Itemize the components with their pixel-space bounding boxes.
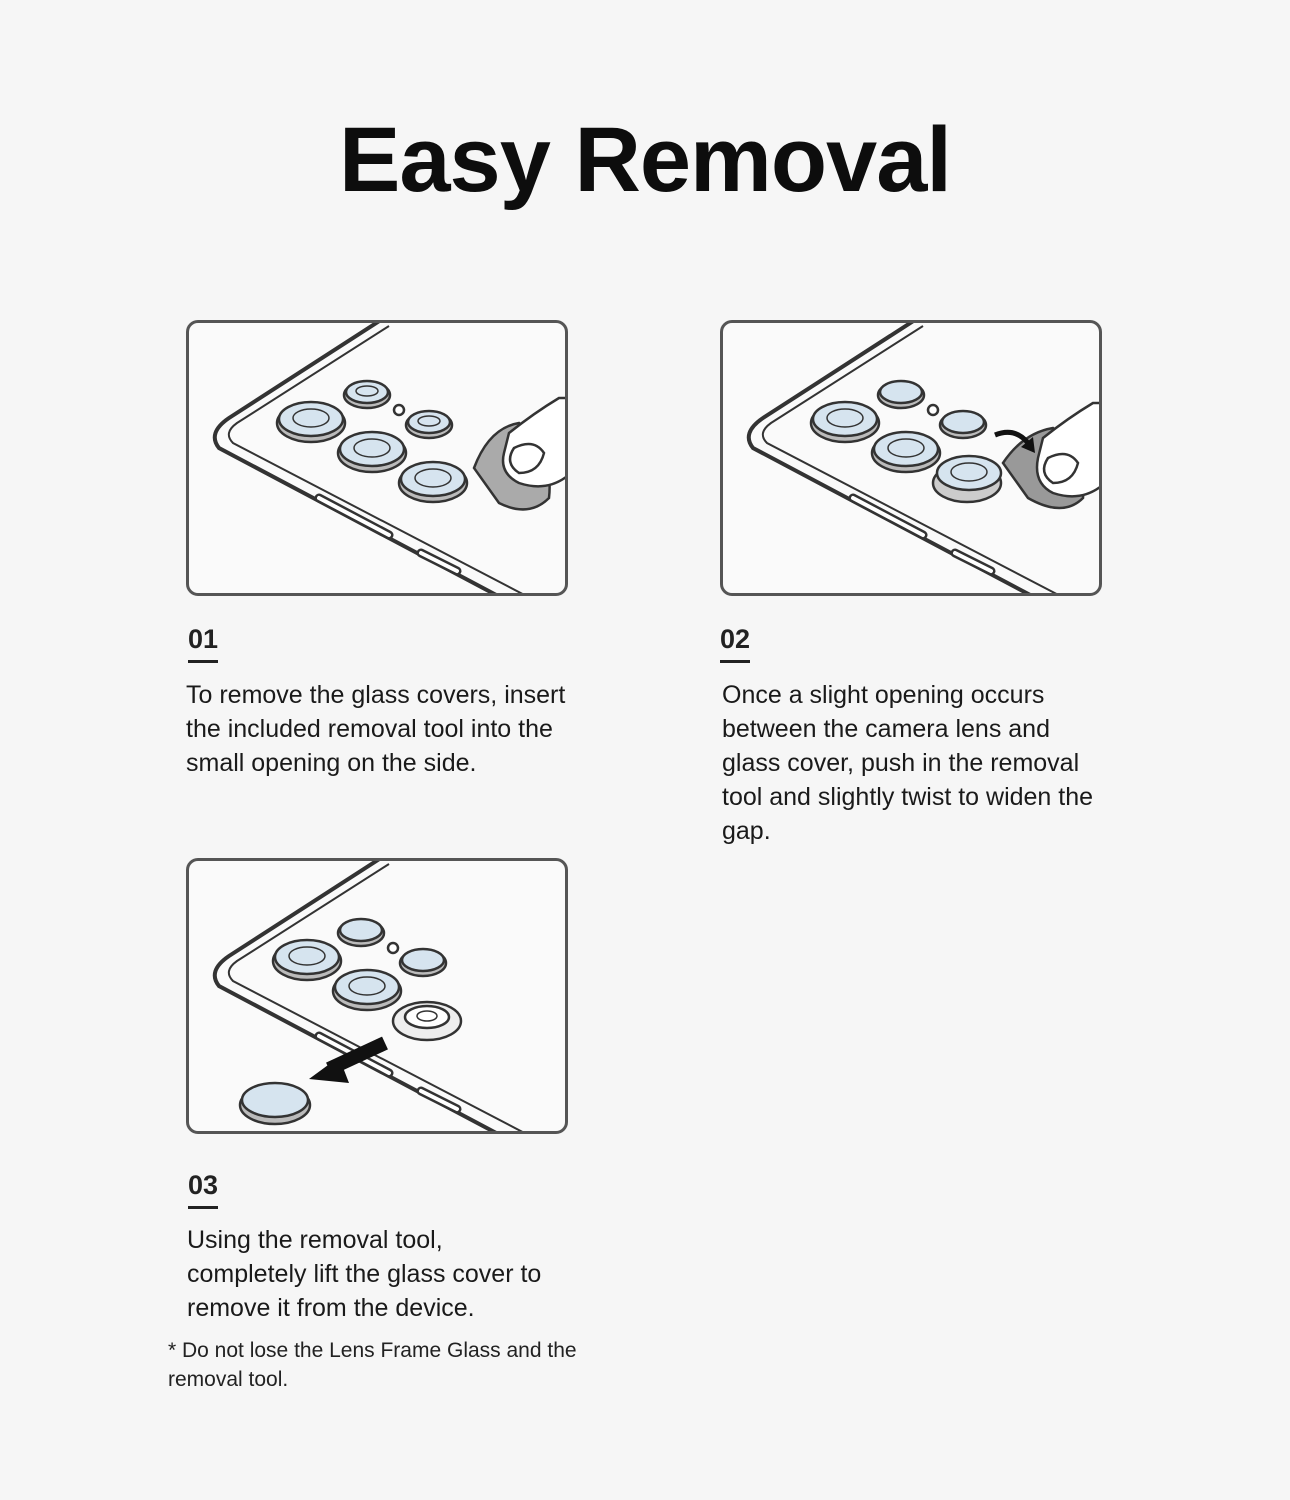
step-2-text: Once a slight opening occurs between the camera lens and glass cover, push in the removal tool and slightly twist to widen the gap.	[722, 681, 1094, 845]
step-3-text: Using the removal tool, completely lift the glass cover to remove it from the device.	[187, 1226, 542, 1322]
page-title: Easy Removal	[339, 109, 951, 211]
removal-tool-insert-icon	[189, 323, 568, 596]
step-1-number: 01	[188, 624, 219, 654]
step-2-illustration	[720, 320, 1102, 596]
step-2-number: 02	[720, 624, 751, 654]
step-3-illustration	[186, 858, 568, 1134]
step-3-number: 03	[188, 1170, 219, 1200]
step-1-illustration	[186, 320, 568, 596]
glass-cover-lift-icon	[189, 861, 568, 1134]
footnote: * Do not lose the Lens Frame Glass and the removal tool.	[168, 1339, 577, 1391]
removal-tool-twist-icon	[723, 323, 1102, 596]
step-1-text: To remove the glass covers, insert the included removal tool into the small opening on the side.	[186, 681, 566, 777]
